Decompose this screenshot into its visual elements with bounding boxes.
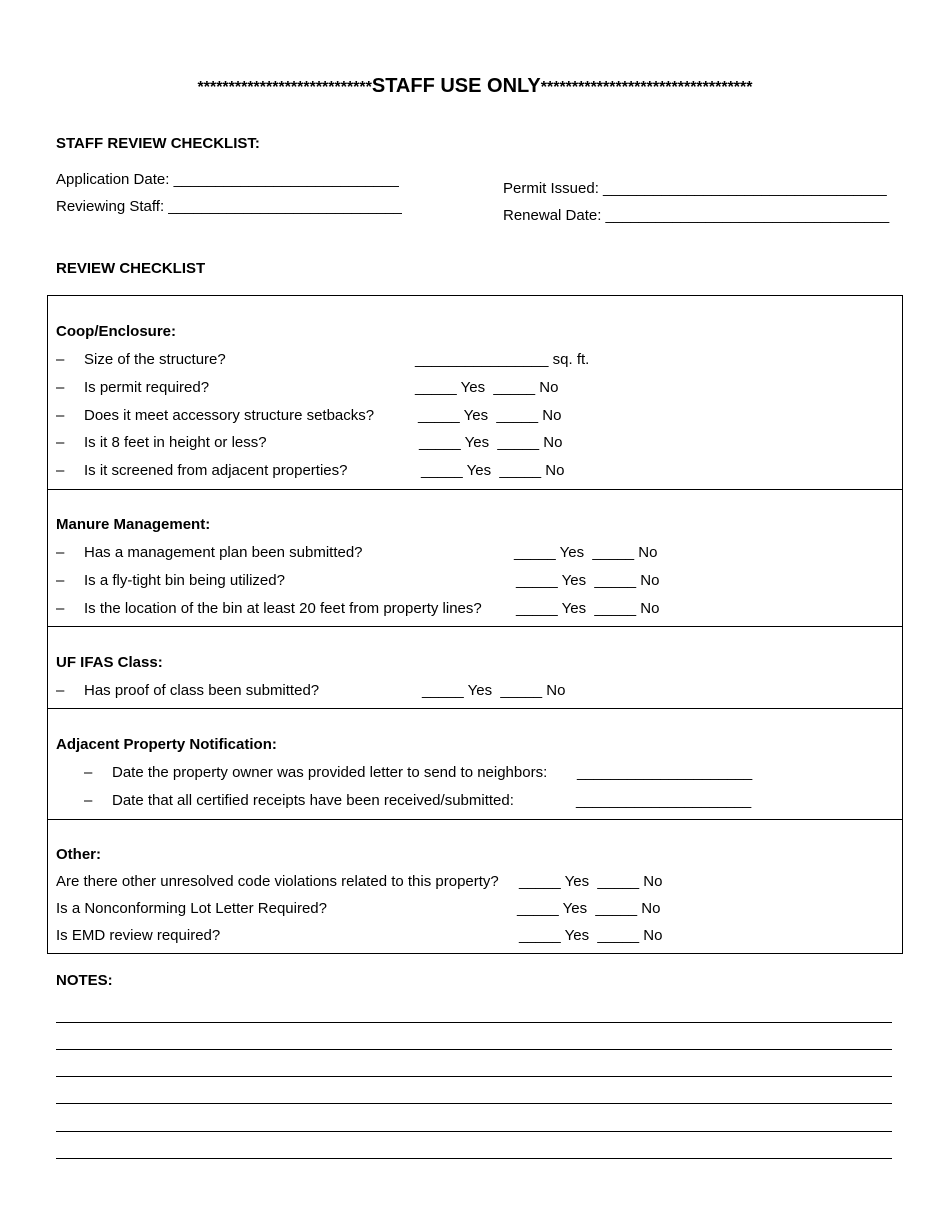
application-date-field[interactable]: Application Date: ___________________________ [56, 171, 399, 188]
coop-answer-field[interactable]: _____ Yes _____ No [415, 379, 559, 396]
review-checklist-heading: REVIEW CHECKLIST [56, 260, 206, 277]
notes-line[interactable] [56, 1076, 892, 1077]
manure-heading: Manure Management: [56, 516, 211, 533]
manure-answer-field[interactable]: _____ Yes _____ No [516, 600, 660, 617]
bullet-dash: – [84, 792, 93, 809]
section-divider [48, 708, 902, 709]
reviewing-staff-field[interactable]: Reviewing Staff: ____________________________ [56, 198, 402, 215]
notes-line[interactable] [56, 1022, 892, 1023]
coop-question: Does it meet accessory structure setbacks? [84, 407, 375, 424]
other-answer-field[interactable]: _____ Yes _____ No [519, 873, 663, 890]
coop-heading: Coop/Enclosure: [56, 323, 177, 340]
other-heading: Other: [56, 846, 101, 863]
coop-question: Is it screened from adjacent properties? [84, 462, 348, 479]
coop-question: Is it 8 feet in height or less? [84, 434, 267, 451]
coop-question: Is permit required? [84, 379, 210, 396]
notes-line[interactable] [56, 1131, 892, 1132]
ufifas-heading: UF IFAS Class: [56, 654, 163, 671]
notes-heading: NOTES: [56, 972, 113, 989]
bullet-dash: – [56, 407, 65, 424]
manure-answer-field[interactable]: _____ Yes _____ No [514, 544, 658, 561]
staff-review-heading: STAFF REVIEW CHECKLIST: [56, 135, 260, 152]
bullet-dash: – [56, 434, 65, 451]
page-title [0, 75, 950, 98]
section-divider [48, 626, 902, 627]
bullet-dash: – [56, 351, 65, 368]
other-question: Is EMD review required? [56, 927, 221, 944]
bullet-dash: – [56, 544, 65, 561]
title-stars-right: ********************************** [540, 79, 753, 96]
notes-line[interactable] [56, 1158, 892, 1159]
other-answer-field[interactable]: _____ Yes _____ No [517, 900, 661, 917]
adjacent-date-field[interactable]: _____________________ [577, 764, 753, 781]
bullet-dash: – [84, 764, 93, 781]
renewal-date-field[interactable]: Renewal Date: __________________________________ [503, 207, 890, 224]
bullet-dash: – [56, 572, 65, 589]
manure-question: Is a fly-tight bin being utilized? [84, 572, 285, 589]
adjacent-question: Date that all certified receipts have been received/submitted: [112, 792, 514, 809]
notes-line[interactable] [56, 1049, 892, 1050]
notes-line[interactable] [56, 1103, 892, 1104]
title-text: STAFF USE ONLY [371, 75, 541, 97]
coop-question: Size of the structure? [84, 351, 226, 368]
other-question: Are there other unresolved code violations related to this property? [56, 873, 499, 890]
bullet-dash: – [56, 682, 65, 699]
bullet-dash: – [56, 462, 65, 479]
section-divider [48, 819, 902, 820]
bullet-dash: – [56, 600, 65, 617]
adjacent-date-field[interactable]: _____________________ [576, 792, 752, 809]
manure-answer-field[interactable]: _____ Yes _____ No [516, 572, 660, 589]
manure-question: Is the location of the bin at least 20 feet from property lines? [84, 600, 482, 617]
adjacent-heading: Adjacent Property Notification: [56, 736, 277, 753]
other-answer-field[interactable]: _____ Yes _____ No [519, 927, 663, 944]
section-divider [48, 489, 902, 490]
coop-answer-field[interactable]: _____ Yes _____ No [418, 407, 562, 424]
title-stars-left: **************************** [197, 79, 372, 96]
coop-answer-field[interactable]: ________________ sq. ft. [415, 351, 590, 368]
coop-answer-field[interactable]: _____ Yes _____ No [421, 462, 565, 479]
ufifas-question: Has proof of class been submitted? [84, 682, 320, 699]
other-question: Is a Nonconforming Lot Letter Required? [56, 900, 327, 917]
manure-question: Has a management plan been submitted? [84, 544, 363, 561]
adjacent-question: Date the property owner was provided letter to send to neighbors: [112, 764, 548, 781]
coop-answer-field[interactable]: _____ Yes _____ No [419, 434, 563, 451]
permit-issued-field[interactable]: Permit Issued: __________________________________ [503, 180, 887, 197]
bullet-dash: – [56, 379, 65, 396]
ufifas-answer-field[interactable]: _____ Yes _____ No [422, 682, 566, 699]
